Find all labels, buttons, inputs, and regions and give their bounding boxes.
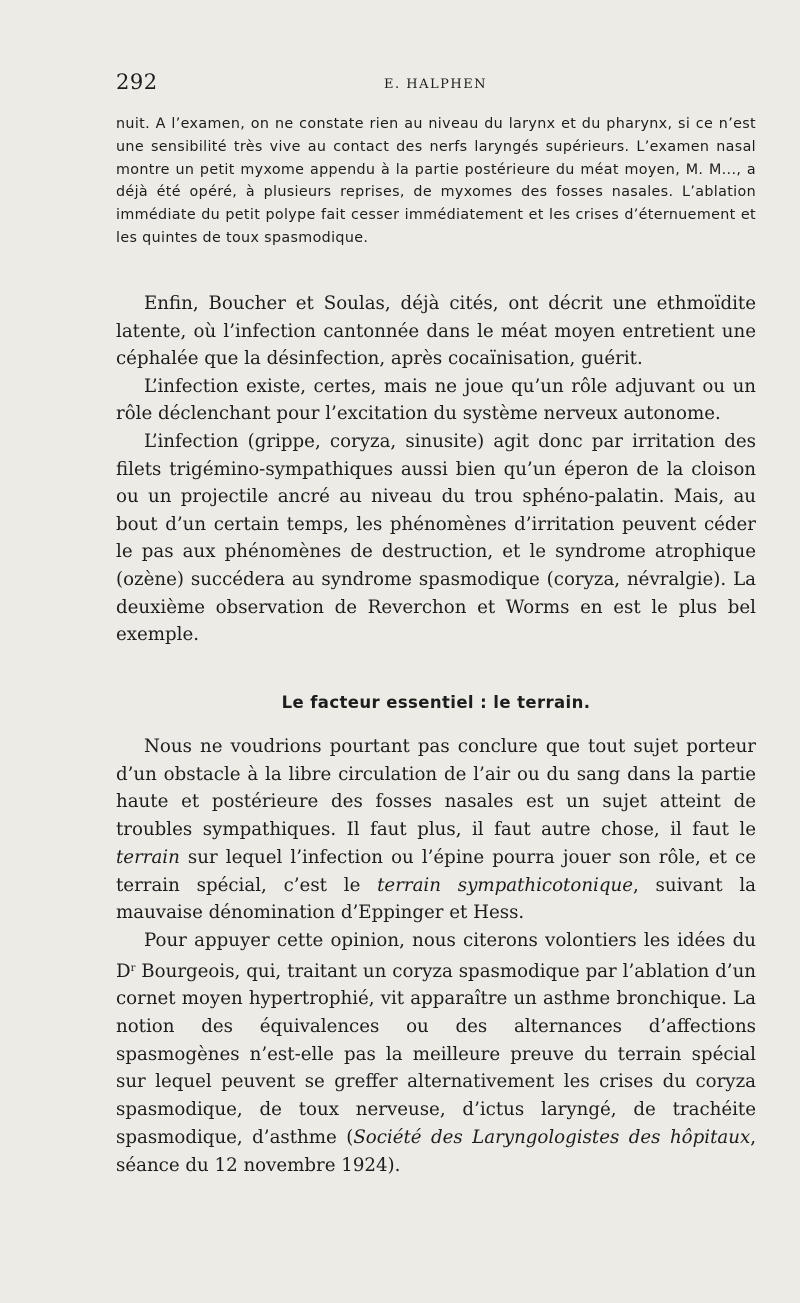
small-print-paragraph [116, 113, 756, 250]
running-head: E. HALPHEN [384, 77, 488, 92]
text: Bourgeois, qui, traitant un coryza spasmodique par l’ablation d’un cornet moyen hypertrophié, vit apparaître un asthme bronchique. La notion des équivalences ou des alternances d’affections spasmogènes n’est-elle pas la meilleure preuve du terrain spécial sur lequel peuvent se greffer alternativement les crises du coryza spasmodique, de toux nerveuse, d’ictus laryngé, de trachéite spasmodique, d’asthme ( [116, 960, 756, 1148]
paragraph [116, 927, 756, 1179]
page-number: 292 [116, 70, 158, 94]
italic-text: terrain sympathicotonique [377, 874, 633, 896]
text: Pour appuyer cette opinion, nous citerons volontiers les idées du D [116, 929, 756, 982]
text: , suivant la mauvaise dénomination d’Eppinger et Hess. [116, 874, 756, 924]
body-text [116, 290, 756, 649]
paragraph [116, 733, 756, 927]
superscript: r [130, 962, 136, 974]
paragraph: Enfin, Boucher et Soulas, déjà cités, ont décrit une ethmoïdite latente, où l’infection cantonnée dans le méat moyen entretient une céphalée que la désinfection, après cocaïnisation, guérit. [116, 293, 756, 370]
text: , séance du 12 novembre 1924). [116, 1126, 756, 1176]
text: Nous ne voudrions pourtant pas conclure que tout sujet porteur d’un obstacle à la libre circulation de l’air ou du sang dans la partie haute et postérieure des fosses nasales est un sujet atteint de troubles sympathiques. Il faut plus, il faut autre chose, il faut le [116, 736, 756, 841]
body-text-2 [116, 733, 756, 1179]
italic-text: terrain [116, 846, 180, 868]
paragraph: nuit. A l’examen, on ne constate rien au niveau du larynx et du pharynx, si ce n’est une sensibilité très vive au contact des nerfs laryngés supérieurs. L’examen nasal montre un petit myxome appendu à la partie postérieure du méat moyen, M. M..., a déjà été opéré, à plusieurs reprises, de myxomes des fosses nasales. L’ablation immédiate du petit polype fait cesser immédiatement et les crises d’éternuement et les quintes de toux spasmodique. [116, 116, 756, 246]
section-heading: Le facteur essentiel : le terrain. [281, 693, 591, 712]
paragraph: L’infection (grippe, coryza, sinusite) agit donc par irritation des filets trigémino-sympathiques aussi bien qu’un éperon de la cloison ou un projectile ancré au niveau du trou sphéno-palatin. Mais, au bout d’un certain temps, les phénomènes d’irritation peuvent céder le pas aux phénomènes de destruction, et le syndrome atrophique (ozène) succédera au syndrome spasmodique (coryza, névralgie). La deuxième observation de Reverchon et Worms en est le plus bel exemple. [116, 430, 756, 646]
page-header [116, 70, 756, 100]
text: sur lequel l’infection ou l’épine pourra jouer son rôle, et ce terrain spécial, c’est le [116, 846, 756, 896]
paragraph: L’infection existe, certes, mais ne joue qu’un rôle adjuvant ou un rôle déclenchant pour l’excitation du système nerveux autonome. [116, 375, 756, 425]
italic-text: Société des Laryngologistes des hôpitaux [353, 1126, 751, 1148]
